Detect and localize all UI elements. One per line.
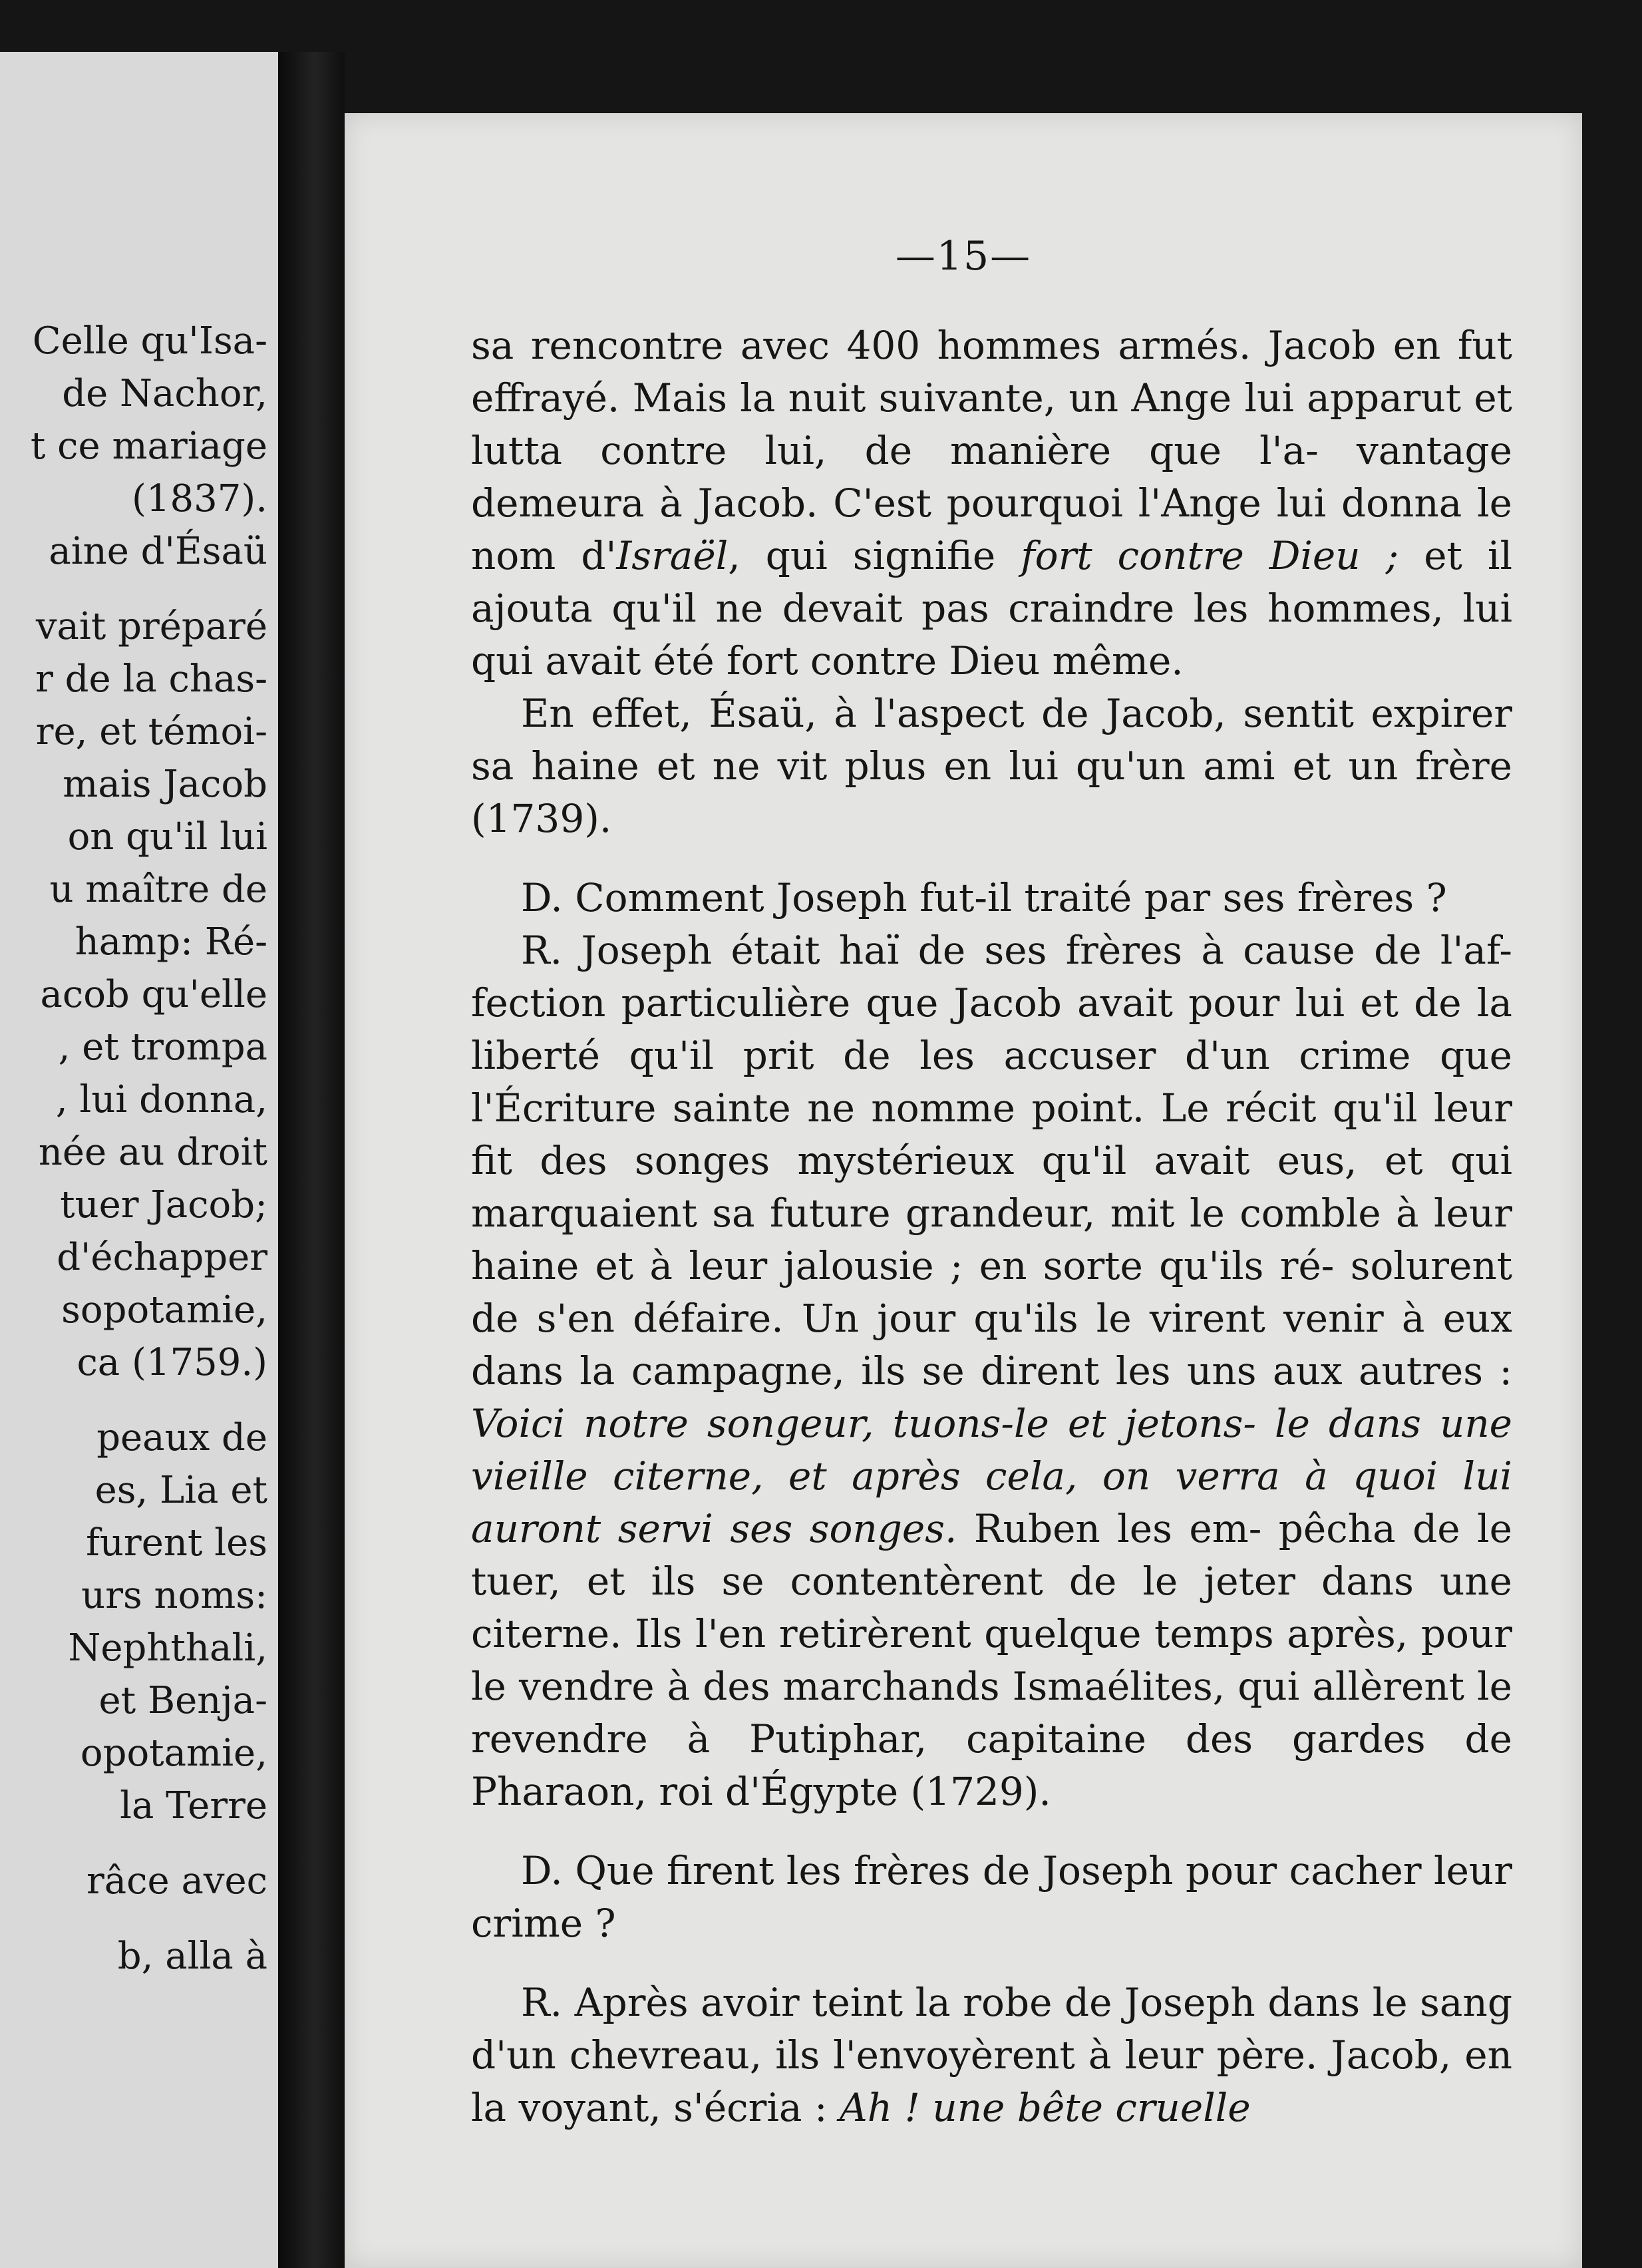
left-line: râce avec [86, 1859, 267, 1903]
left-line: tuer Jacob; [60, 1183, 267, 1227]
text-run: sa rencontre avec 400 hommes armés. Jacob en fut effrayé. Mais la nuit suivante, un Ange lui apparut et lutta contre lui, de manière que l'a- vantage demeura à Jacob. C'est pourquoi l'Ange lui donna le nom d' [471, 323, 1512, 578]
body-text [471, 319, 1512, 2134]
left-line: née au droit [38, 1131, 267, 1174]
text-run: R. Après avoir teint la robe de Joseph dans le sang d'un chevreau, ils l'envoyèrent à leur père. Jacob, en la voyant, s'écria : [471, 1980, 1512, 2130]
left-line: (1837). [131, 477, 267, 520]
left-line: aine d'Ésaü [49, 530, 267, 573]
left-line: , lui donna, [55, 1078, 267, 1121]
left-line: b, alla à [117, 1935, 267, 1978]
left-line: d'échapper [57, 1236, 267, 1279]
paragraph-continuation [471, 319, 1512, 687]
left-facing-page [0, 52, 278, 2268]
text-run: Ruben les em- pêcha de le tuer, et ils se contentèrent de le jeter dans une citerne. Ils l'en retirèrent quelque temps après, pour le vendre à des marchands Ismaélites, qui allèrent le revendre à Putiphar, capitaine des gardes de Pharaon, roi d'Égypte (1729). [471, 1506, 1512, 1814]
left-line: on qu'il lui [67, 815, 267, 858]
page-number: —15— [895, 233, 1032, 280]
left-line: acob qu'elle [40, 973, 267, 1016]
left-line: opotamie, [80, 1732, 267, 1775]
book-gutter [278, 52, 345, 2268]
answer-joseph [471, 924, 1512, 1818]
left-line: sopotamie, [61, 1288, 267, 1332]
left-line: u maître de [49, 868, 267, 911]
italic-run: fort contre Dieu ; [1021, 533, 1399, 578]
left-line: re, et témoi- [35, 710, 267, 753]
italic-run: Voici notre songeur, tuons-le et jetons- le dans une vieille citerne, et après cela, on verra à quoi lui auront servi ses songes. [471, 1401, 1512, 1551]
left-line: hamp: Ré- [75, 920, 267, 964]
left-line: de Nachor, [62, 372, 267, 415]
left-line: furent les [86, 1521, 267, 1565]
text-run: et il ajouta qu'il ne devait pas craindre les hommes, lui qui avait été fort contre Dieu même. [471, 533, 1512, 683]
left-line: es, Lia et [94, 1469, 267, 1512]
italic-run: Israël [616, 533, 729, 578]
left-line: t ce mariage [30, 425, 267, 468]
text-run: R. Joseph était haï de ses frères à cause de l'af- fection particulière que Jacob avait pour lui et de la liberté qu'il prit de les accuser d'un crime que l'Écriture sainte ne nomme point. Le récit qu'il leur fit des songes mystérieux qu'il avait eus, et qui marquaient sa future grandeur, mit le comble à leur haine et à leur jalousie ; en sorte qu'ils ré- solurent de s'en défaire. Un jour qu'ils le virent venir à eux dans la campagne, ils se dirent les uns aux autres : [471, 928, 1512, 1394]
italic-run: Ah ! une bête cruelle [839, 2085, 1251, 2130]
question-joseph: D. Comment Joseph fut-il traité par ses frères ? [521, 875, 1447, 920]
question-crime: D. Que firent les frères de Joseph pour cacher leur crime ? [471, 1848, 1512, 1946]
left-line: urs noms: [81, 1574, 267, 1617]
paragraph-esau: En effet, Ésaü, à l'aspect de Jacob, sentit expirer sa haine et ne vit plus en lui qu'un ami et un frère (1739). [471, 691, 1512, 841]
left-line: r de la chas- [35, 658, 267, 701]
answer-crime [471, 1977, 1512, 2134]
left-line: mais Jacob [63, 763, 267, 806]
left-line: Nephthali, [68, 1626, 267, 1670]
right-page [345, 113, 1582, 2268]
left-line: peaux de [96, 1416, 267, 1459]
left-line: ca (1759.) [77, 1341, 267, 1384]
left-line: vait préparé [35, 605, 267, 648]
left-line: la Terre [120, 1784, 267, 1827]
text-run: , qui signifie [728, 533, 1021, 578]
left-line: et Benja- [98, 1679, 267, 1722]
left-line: , et trompa [58, 1026, 267, 1069]
left-line: Celle qu'Isa- [32, 319, 267, 363]
left-page-text [31, 315, 267, 1983]
